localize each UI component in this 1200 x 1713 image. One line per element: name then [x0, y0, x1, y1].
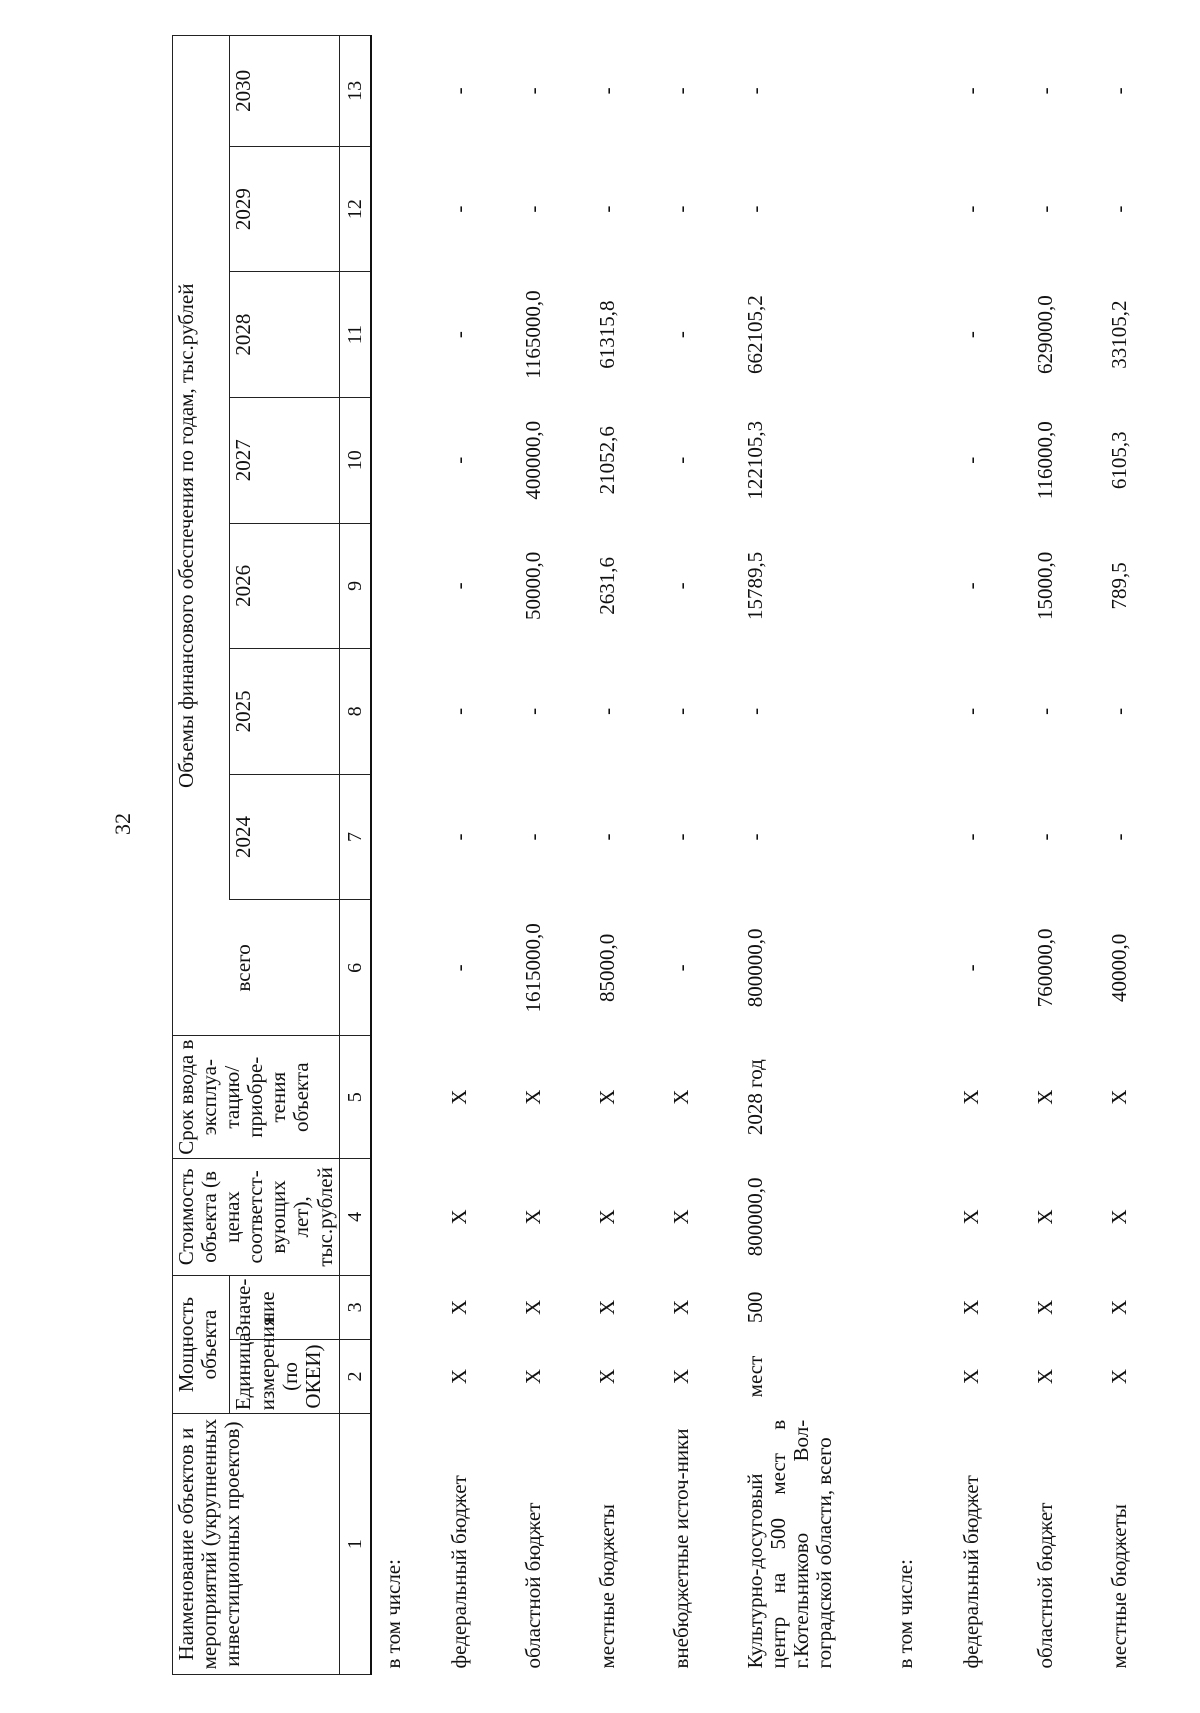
table-cell: -: [446, 331, 471, 339]
table-cell: -: [742, 205, 767, 213]
table-cell: -: [668, 964, 693, 972]
table-row: [658, 36, 732, 1675]
table-cell: 789,5: [1106, 562, 1131, 610]
table-cell: X: [1032, 1209, 1057, 1225]
table-cell: X: [958, 1209, 983, 1225]
table-cell: 800000,0: [742, 928, 767, 1008]
table-cell: -: [1032, 833, 1057, 841]
table-cell: 50000,0: [520, 551, 545, 620]
funding-table: [172, 35, 1170, 1675]
table-cell: [884, 36, 948, 147]
header-value: Значе-ние: [230, 1275, 339, 1339]
header-year: 2029: [230, 146, 339, 272]
table-cell: -: [1032, 707, 1057, 715]
header-total: всего: [230, 900, 339, 1036]
table-cell: X: [668, 1209, 693, 1225]
row-label: в том числе:: [380, 1559, 405, 1669]
table-cell: -: [958, 833, 983, 841]
table-row: [371, 36, 436, 1675]
table-cell: -: [958, 964, 983, 972]
column-number: 3: [339, 1275, 371, 1339]
column-number: 1: [339, 1414, 371, 1675]
row-label: местные бюджеты: [594, 1504, 619, 1669]
table-cell: X: [1106, 1368, 1131, 1385]
table-cell: -: [520, 707, 545, 715]
table-cell: X: [668, 1299, 693, 1315]
table-cell: [371, 649, 436, 775]
table-cell: X: [1106, 1299, 1131, 1315]
table-header: [173, 36, 371, 1675]
table-cell: -: [594, 707, 619, 715]
table-cell: -: [1106, 205, 1131, 213]
row-label: областной бюджет: [1032, 1502, 1057, 1669]
row-label: федеральный бюджет: [958, 1475, 983, 1669]
table-cell: -: [668, 331, 693, 339]
table-cell: [884, 774, 948, 900]
table-cell: [884, 1158, 948, 1275]
table-cell: [371, 774, 436, 900]
table-body: [371, 36, 1170, 1675]
table-row: [436, 36, 510, 1675]
table-cell: -: [446, 456, 471, 464]
table-cell: -: [1032, 87, 1057, 95]
column-number: 5: [339, 1036, 371, 1158]
table-cell: X: [668, 1368, 693, 1385]
table-cell: [884, 1036, 948, 1158]
table-cell: 629000,0: [1032, 295, 1057, 375]
table-cell: 21052,6: [594, 426, 619, 495]
row-label: Культурно-досуговый центр на 500 мест в г.Котельниково Вол-гоградской области, всего: [742, 1419, 836, 1669]
column-number: 13: [339, 36, 371, 147]
table-cell: X: [520, 1089, 545, 1105]
table-cell: [884, 272, 948, 398]
table-cell: 662105,2: [742, 295, 767, 375]
table-cell: X: [520, 1368, 545, 1385]
column-number: 9: [339, 523, 371, 649]
table-cell: 33105,2: [1106, 300, 1131, 369]
table-cell: 122105,3: [742, 420, 767, 500]
header-capacity: Мощность объекта: [173, 1275, 230, 1413]
table-cell: -: [742, 87, 767, 95]
table-cell: -: [594, 833, 619, 841]
table-cell: -: [520, 205, 545, 213]
table-cell: 500: [742, 1291, 767, 1324]
table-cell: -: [958, 456, 983, 464]
table-row: [948, 36, 1022, 1675]
row-label: областной бюджет: [520, 1502, 545, 1669]
table-cell: [371, 1275, 436, 1339]
table-cell: -: [668, 205, 693, 213]
table-cell: -: [520, 833, 545, 841]
table-cell: -: [742, 833, 767, 841]
table-cell: -: [594, 87, 619, 95]
table-cell: X: [446, 1299, 471, 1315]
table-cell: -: [446, 205, 471, 213]
header-year: 2026: [230, 523, 339, 649]
table-cell: 15000,0: [1032, 551, 1057, 620]
header-term: Срок ввода в эксплуа-тацию/ приобре-тения объекта: [173, 1036, 340, 1158]
table-cell: X: [594, 1368, 619, 1385]
header-cost: Стоимость объекта (в ценах соответст-вующих лет), тыс.рублей: [173, 1158, 340, 1275]
table-cell: 61315,8: [594, 300, 619, 369]
table-cell: 85000,0: [594, 933, 619, 1002]
table-cell: X: [1032, 1299, 1057, 1315]
header-year: 2030: [230, 36, 339, 147]
table-cell: X: [958, 1368, 983, 1385]
table-cell: X: [446, 1368, 471, 1385]
table-cell: -: [1032, 205, 1057, 213]
table-cell: X: [446, 1089, 471, 1105]
table-row: [884, 36, 948, 1675]
column-number: 2: [339, 1339, 371, 1413]
header-funding: Объемы финансового обеспечения по годам, тыс.рублей: [173, 36, 230, 1036]
table-cell: X: [520, 1209, 545, 1225]
table-cell: -: [958, 582, 983, 590]
table-cell: X: [1106, 1089, 1131, 1105]
table-cell: -: [668, 707, 693, 715]
table-cell: X: [1032, 1368, 1057, 1385]
table-cell: [371, 1158, 436, 1275]
table-row: [732, 36, 884, 1675]
table-cell: X: [594, 1299, 619, 1315]
table-cell: -: [1106, 833, 1131, 841]
table-cell: -: [958, 331, 983, 339]
table-cell: 2631,6: [594, 556, 619, 615]
table-cell: -: [446, 87, 471, 95]
table-cell: X: [446, 1209, 471, 1225]
table-cell: [371, 397, 436, 523]
table-row: [1022, 36, 1096, 1675]
table-cell: [884, 397, 948, 523]
page-number: 32: [110, 813, 135, 835]
column-number: 6: [339, 900, 371, 1036]
table-cell: -: [446, 833, 471, 841]
table-cell: X: [1106, 1209, 1131, 1225]
table-cell: X: [520, 1299, 545, 1315]
table-cell: [371, 523, 436, 649]
table-row: [584, 36, 658, 1675]
table-cell: -: [1106, 87, 1131, 95]
table-cell: X: [958, 1089, 983, 1105]
table-cell: -: [958, 707, 983, 715]
table-cell: [884, 146, 948, 272]
table-cell: [371, 272, 436, 398]
table-cell: [884, 900, 948, 1036]
table-cell: -: [446, 582, 471, 590]
table-cell: -: [668, 87, 693, 95]
table-cell: [884, 649, 948, 775]
table-cell: 400000,0: [520, 420, 545, 500]
table-cell: -: [594, 205, 619, 213]
table-cell: X: [668, 1089, 693, 1105]
table-cell: -: [668, 456, 693, 464]
rotated-page: [172, 35, 1172, 1675]
table-cell: -: [668, 833, 693, 841]
table-cell: 40000,0: [1106, 933, 1131, 1002]
row-label: федеральный бюджет: [446, 1475, 471, 1669]
table-cell: 1165000,0: [520, 290, 545, 379]
table-cell: [371, 1036, 436, 1158]
table-row: [510, 36, 584, 1675]
table-cell: X: [958, 1299, 983, 1315]
column-number: 8: [339, 649, 371, 775]
table-cell: -: [668, 582, 693, 590]
header-year: 2024: [230, 774, 339, 900]
header-unit: Единица измерения (по ОКЕИ): [230, 1339, 339, 1413]
table-cell: 6105,3: [1106, 431, 1131, 490]
table-cell: -: [446, 964, 471, 972]
table-cell: -: [446, 707, 471, 715]
table-cell: 116000,0: [1032, 421, 1057, 500]
table-cell: [371, 146, 436, 272]
table-cell: 760000,0: [1032, 928, 1057, 1008]
column-number: 4: [339, 1158, 371, 1275]
table-cell: -: [958, 205, 983, 213]
header-year: 2025: [230, 649, 339, 775]
table-cell: -: [958, 87, 983, 95]
column-number: 11: [339, 272, 371, 398]
table-cell: [371, 900, 436, 1036]
table-cell: 15789,5: [742, 551, 767, 620]
header-year: 2027: [230, 397, 339, 523]
column-number: 10: [339, 397, 371, 523]
table-cell: [884, 1275, 948, 1339]
column-number: 7: [339, 774, 371, 900]
row-label: внебюджетные источ-ники: [668, 1428, 693, 1669]
table-cell: [371, 1339, 436, 1413]
table-cell: [884, 523, 948, 649]
header-year: 2028: [230, 272, 339, 398]
table-cell: -: [520, 87, 545, 95]
table-cell: -: [742, 707, 767, 715]
table-cell: X: [594, 1209, 619, 1225]
table-cell: мест: [742, 1355, 767, 1398]
table-cell: [371, 36, 436, 147]
table-cell: X: [594, 1089, 619, 1105]
table-cell: X: [1032, 1089, 1057, 1105]
table-cell: 1615000,0: [520, 923, 545, 1013]
row-label: в том числе:: [892, 1559, 917, 1669]
row-label: местные бюджеты: [1106, 1504, 1131, 1669]
table-cell: -: [1106, 707, 1131, 715]
table-cell: 800000,0: [742, 1177, 767, 1257]
table-cell: 2028 год: [742, 1059, 767, 1136]
header-object-name: Наименование объектов и мероприятий (укрупненных инвестиционных проектов): [173, 1414, 340, 1675]
table-cell: [884, 1339, 948, 1413]
column-number: 12: [339, 146, 371, 272]
table-row: [1096, 36, 1170, 1675]
